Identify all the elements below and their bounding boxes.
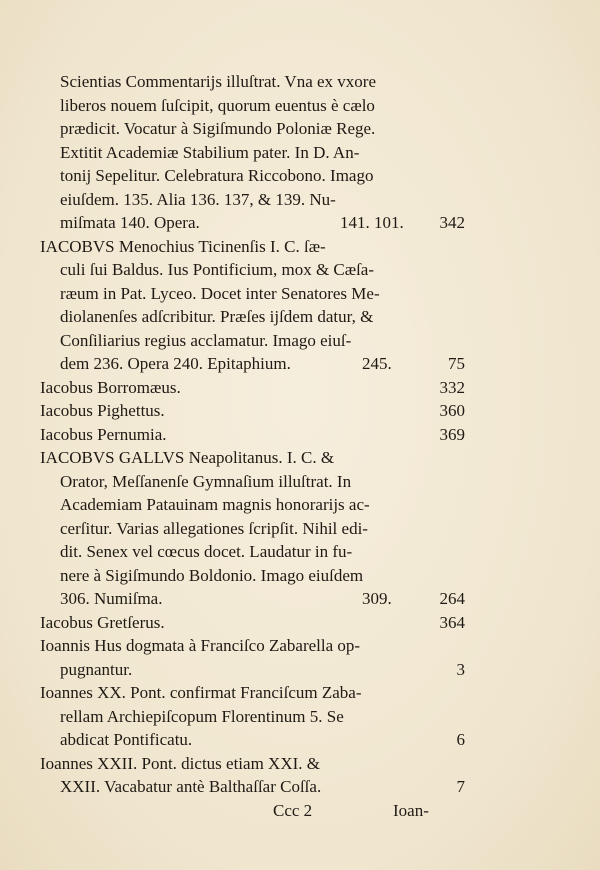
line-text: culi ſui Baldus. Ius Pontificium, mox & Cæſa- — [60, 260, 375, 279]
line-text: ræum in Pat. Lyceo. Docet inter Senatores Me- — [60, 283, 380, 303]
index-line — [40, 164, 465, 188]
line-text: miſmata 140. Opera. — [60, 213, 200, 232]
index-line — [40, 470, 465, 494]
line-text: Academiam Patauinam magnis honorarijs ac- — [60, 495, 370, 514]
index-line — [40, 282, 465, 306]
index-line — [40, 728, 465, 752]
line-text: dem 236. Opera 240. Epitaphium. — [60, 354, 291, 373]
line-text: Ioannes XX. Pont. confirmat Franciſcum Zaba- — [40, 683, 362, 702]
line-text: dit. Senex vel cœcus docet. Laudatur in fu- — [60, 542, 353, 561]
page-footer — [40, 799, 465, 823]
line-text: Ioannes XXII. Pont. dictus etiam XXI. & — [40, 753, 320, 773]
index-line — [40, 564, 465, 588]
page-reference: 245. — [362, 354, 392, 373]
index-line — [40, 399, 465, 423]
line-text: Orator, Meſſanenſe Gymnaſium illuſtrat. In — [60, 471, 352, 491]
page-reference: 309. — [362, 589, 392, 608]
index-line — [40, 94, 465, 118]
index-line — [40, 141, 465, 165]
index-line — [40, 517, 465, 541]
page-number: 360 — [439, 401, 465, 420]
index-line — [40, 376, 465, 400]
line-text: IACOBVS Menochius Ticinenſis I. C. ſæ- — [40, 236, 326, 256]
line-text: Extitit Academiæ Stabilium pater. In D. An- — [60, 142, 360, 162]
line-text: abdicat Pontificatu. — [60, 730, 193, 749]
line-text: 306. Numiſma. — [60, 589, 163, 608]
catchword: Ioan- — [393, 800, 429, 820]
line-text: Iacobus Borromæus. — [40, 377, 181, 397]
line-text: XXII. Vacabatur antè Balthaſſar Coſſa. — [60, 777, 322, 796]
line-text: Ioannis Hus dogmata à Franciſco Zabarella op- — [40, 636, 361, 655]
page-number: 264 — [439, 589, 465, 608]
line-text: cerſitur. Varias allegationes ſcripſit. Nihil edi- — [60, 518, 368, 538]
index-line — [40, 658, 465, 682]
index-line — [40, 305, 465, 329]
index-line — [40, 352, 465, 376]
index-line — [40, 634, 465, 658]
index-line — [40, 775, 465, 799]
page-number: 75 — [448, 354, 465, 373]
index-line — [40, 117, 465, 141]
line-text: diolanenſes adſcribitur. Præſes ijſdem datur, & — [60, 307, 374, 326]
line-text: eiuſdem. 135. Alia 136. 137, & 139. Nu- — [60, 189, 336, 209]
index-line — [40, 752, 465, 776]
line-text: Scientias Commentarijs illuſtrat. Vna ex vxore — [60, 72, 377, 91]
index-line — [40, 705, 465, 729]
page-number: 369 — [439, 424, 465, 444]
index-line — [40, 423, 465, 447]
line-text: Iacobus Gretſerus. — [40, 612, 165, 632]
page-number: 6 — [456, 730, 465, 749]
index-line — [40, 446, 465, 470]
index-line — [40, 611, 465, 635]
line-text: nere à Sigiſmundo Boldonio. Imago eiuſdem — [60, 565, 364, 585]
signature-mark: Ccc 2 — [273, 800, 313, 820]
line-text: liberos nouem ſuſcipit, quorum euentus è cælo — [60, 95, 375, 115]
index-line — [40, 188, 465, 212]
index-line — [40, 258, 465, 282]
page-number: 7 — [456, 777, 465, 796]
index-line — [40, 329, 465, 353]
page-number: 364 — [439, 612, 465, 632]
page-reference: 141. 101. — [340, 213, 404, 232]
page-number: 3 — [456, 659, 465, 679]
index-line — [40, 493, 465, 517]
index-line — [40, 70, 465, 94]
index-line — [40, 587, 465, 611]
line-text: Conſiliarius regius acclamatur. Imago eiuſ- — [60, 330, 352, 350]
line-text: Iacobus Pighettus. — [40, 401, 165, 420]
index-line — [40, 235, 465, 259]
line-text: tonij Sepelitur. Celebratura Riccobono. Imago — [60, 166, 374, 185]
line-text: rellam Archiepiſcopum Florentinum 5. Se — [60, 706, 344, 726]
line-text: prædicit. Vocatur à Sigiſmundo Poloniæ Rege. — [60, 119, 376, 138]
line-text: IACOBVS GALLVS Neapolitanus. I. C. & — [40, 448, 335, 467]
index-text-block — [40, 70, 465, 822]
index-line — [40, 211, 465, 235]
index-line — [40, 681, 465, 705]
line-text: pugnantur. — [60, 659, 133, 679]
line-text: Iacobus Pernumia. — [40, 424, 167, 444]
page-number: 332 — [439, 377, 465, 397]
index-line — [40, 540, 465, 564]
page-number: 342 — [439, 213, 465, 232]
